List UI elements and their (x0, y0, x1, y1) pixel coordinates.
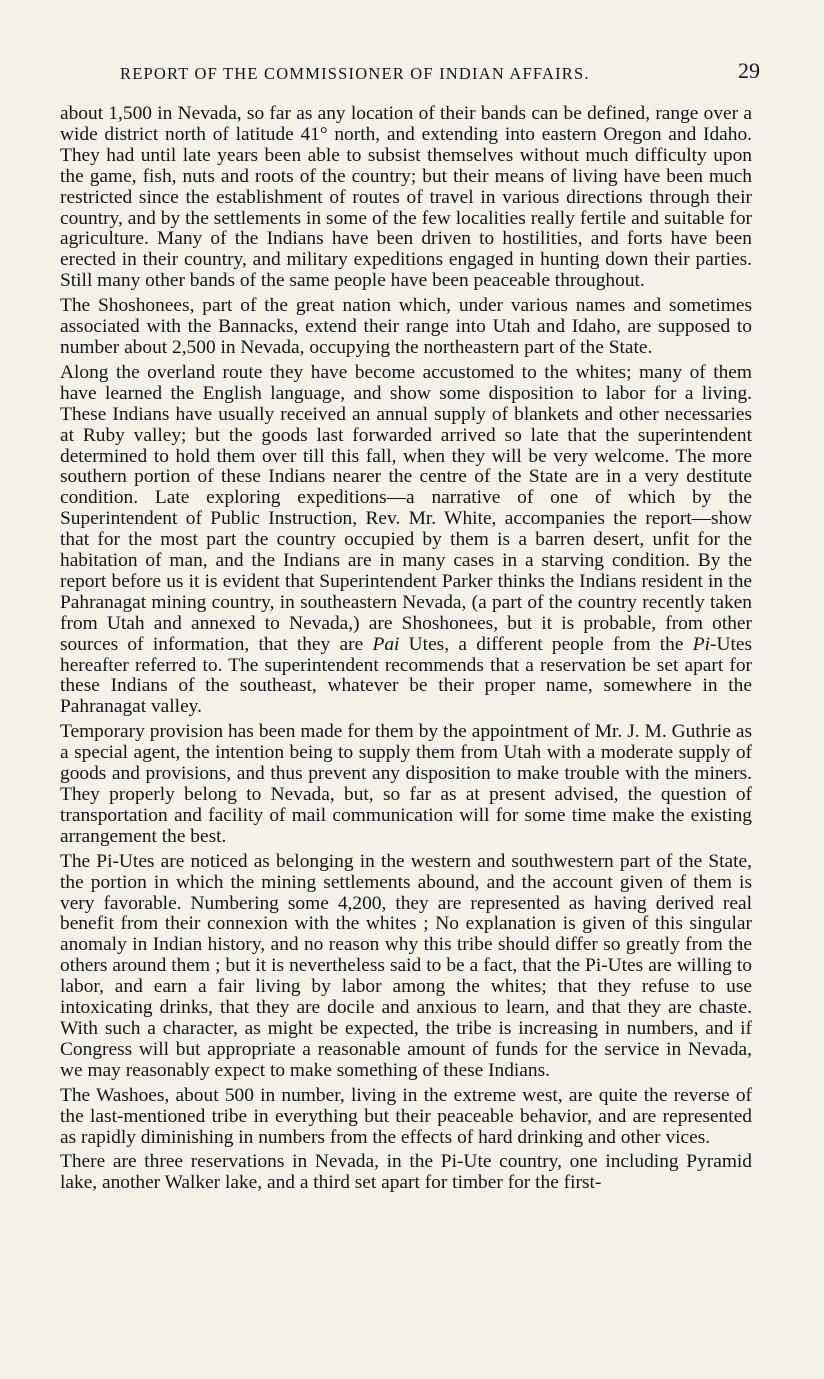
paragraph-text-tail: -Utes hereafter referred to. The superintendent recommends that a reservation be set apart for these Indians of the southeast, whatever be their proper name, somewhere in the Pahranagat valley. (60, 633, 752, 718)
paragraph-text: Temporary provision has been made for them by the appointment of Mr. J. M. Guthrie as a special agent, the intention being to supply them from Utah with a moderate supply of goods and provisions, and thus prevent any disposition to make trouble with the miners. They properly belong to Nevada, but, so far as at present advised, the question of transportation and facility of mail communication will for some time make the existing arrangement the best. (60, 721, 752, 847)
paragraph-text: about 1,500 in Nevada, so far as any location of their bands can be defined, range over a wide district north of latitude 41° north, and extending into eastern Oregon and Idaho. They had until late years been able to subsist themselves without much difficulty upon the game, fish, nuts and roots of the country; but their means of living have been much restricted since the establishment of routes of travel in various directions through their country, and by the settlements in some of the few localities really fertile and suitable for agriculture. Many of the Indians have been driven to hostilities, and forts have been erected in their country, and military expeditions engaged in hunting down their parties. Still many other bands of the same people have been peaceable throughout. (60, 103, 752, 292)
paragraph-7 (60, 1152, 752, 1194)
paragraph-text: Along the overland route they have become accustomed to the whites; many of them have learned the English language, and show some disposition to labor for a living. These Indians have usually received an annual supply of blankets and other necessaries at Ruby valley; but the goods last forwarded arrived so late that the superintendent determined to hold them over till this fall, when they will be very welcome. The more southern portion of these Indians nearer the centre of the State are in a very destitute condition. Late exploring expeditions—a narrative of one of which by the Superintendent of Public Instruction, Rev. Mr. White, accompanies the report—show that for the most part the country occupied by them is a barren desert, unfit for the habitation of man, and the Indians are in many cases in a starving condition. By the report before us it is evident that Superintendent Parker thinks the Indians resident in the Pahranagat mining country, in southeastern Nevada, (a part of the country recently taken from Utah and annexed to Nevada,) are Shoshonees, but it is probable, from other sources of information, that they are (60, 361, 752, 655)
paragraph-1 (60, 104, 752, 292)
italic-pai: Pai (372, 633, 400, 655)
paragraph-5 (60, 852, 752, 1082)
paragraph-6 (60, 1086, 752, 1149)
paragraph-3 (60, 363, 752, 718)
italic-pi: Pi (692, 633, 710, 655)
paragraph-text: The Shoshonees, part of the great nation which, under various names and sometimes associated with the Bannacks, extend their range into Utah and Idaho, are supposed to number about 2,500 in Nevada, occupying the northeastern part of the State. (60, 295, 752, 358)
paragraph-text-mid: Utes, a different people from the (399, 633, 693, 655)
running-title: REPORT OF THE COMMISSIONER OF INDIAN AFFAIRS. (120, 64, 590, 83)
paragraph-2 (60, 296, 752, 359)
page-number: 29 (738, 58, 760, 83)
paragraph-text: There are three reservations in Nevada, in the Pi-Ute country, one including Pyramid lake, another Walker lake, and a third set apart for timber for the first- (60, 1151, 752, 1194)
paragraph-4 (60, 722, 752, 847)
body-text (60, 104, 752, 1194)
paragraph-text: The Pi-Utes are noticed as belonging in the western and southwestern part of the State, the portion in which the mining settlements abound, and the account given of them is very favorable. Numbering some 4,200, they are represented as having derived real benefit from their connexion with the whites ; No explanation is given of this singular anomaly in Indian history, and no reason why this tribe should differ so greatly from the others around them ; but it is nevertheless said to be a fact, that the Pi-Utes are willing to labor, and earn a fair living by labor among the whites; that they refuse to use intoxicating drinks, that they are docile and anxious to learn, and that they are chaste. With such a character, as might be expected, the tribe is increasing in numbers, and if Congress will but appropriate a reasonable amount of funds for the service in Nevada, we may reasonably expect to make something of these Indians. (60, 850, 752, 1081)
paragraph-text: The Washoes, about 500 in number, living in the extreme west, are quite the reverse of the last-mentioned tribe in everything but their peaceable behavior, and are represented as rapidly diminishing in numbers from the effects of hard drinking and other vices. (60, 1084, 752, 1148)
page-header (60, 58, 760, 86)
